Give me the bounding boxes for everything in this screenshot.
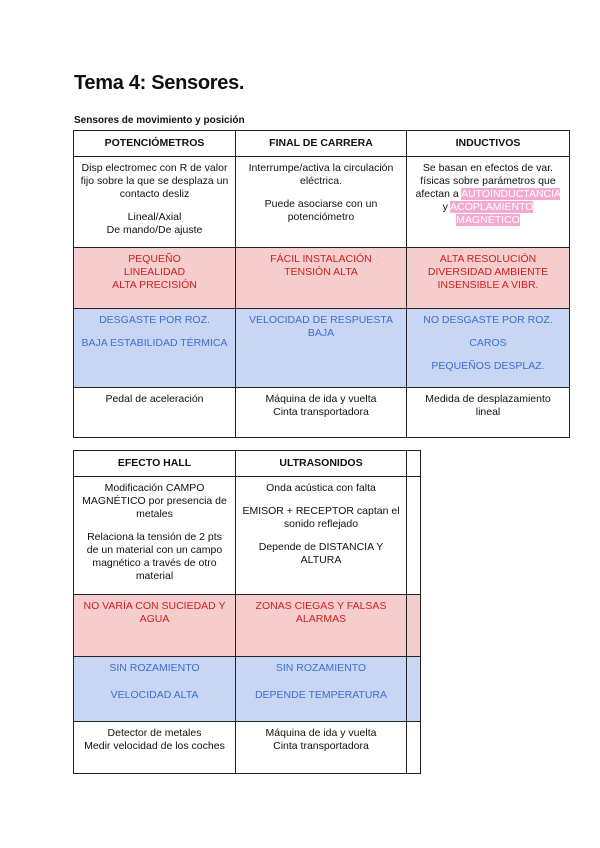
- cons-row: [74, 657, 421, 722]
- uses-efecto-hall: Detector de metales Medir velocidad de los coches: [74, 722, 236, 774]
- desc-text: EMISOR + RECEPTOR captan el sonido reflejado: [242, 505, 400, 530]
- cons-potenciometros: [74, 309, 236, 388]
- cons-text: DESGASTE POR ROZ.: [99, 314, 210, 326]
- header-inductivos: INDUCTIVOS: [407, 131, 570, 157]
- header-empty: [407, 451, 421, 477]
- cons-text: DEPENDE TEMPERATURA: [254, 689, 388, 701]
- header-potenciometros: POTENCIÓMETROS: [74, 131, 236, 157]
- section-subtitle: Sensores de movimiento y posición: [74, 115, 245, 126]
- pros-efecto-hall: NO VARÍA CON SUCIEDAD Y AGUA: [74, 595, 236, 657]
- pros-final-carrera: FÁCIL INSTALACIÓN TENSIÓN ALTA: [236, 248, 407, 309]
- uses-potenciometros: Pedal de aceleración: [74, 388, 236, 438]
- sensors-table-2: [73, 450, 421, 774]
- description-row: [74, 157, 570, 248]
- empty-cell: [407, 657, 421, 722]
- header-ultrasonidos: ULTRASONIDOS: [236, 451, 407, 477]
- desc-inductivos: [407, 157, 570, 248]
- cons-inductivos: [407, 309, 570, 388]
- desc-text: Se basan en efectos de var. físicas sobre parámetros que afectan a: [415, 162, 556, 200]
- cons-text: SIN ROZAMIENTO: [109, 662, 200, 674]
- pros-row: [74, 595, 421, 657]
- cons-row: [74, 309, 570, 388]
- desc-text: Onda acústica con falta: [266, 482, 376, 494]
- header-efecto-hall: EFECTO HALL: [74, 451, 236, 477]
- cons-text: PEQUEÑOS DESPLAZ.: [431, 360, 545, 372]
- pros-potenciometros: PEQUEÑO LINEALIDAD ALTA PRECISIÓN: [74, 248, 236, 309]
- cons-text: VELOCIDAD DE RESPUESTA BAJA: [249, 314, 393, 339]
- desc-text: Lineal/Axial De mando/De ajuste: [106, 211, 203, 236]
- desc-text: Interrumpe/activa la circulación eléctrica.: [248, 162, 394, 187]
- cons-text: SIN ROZAMIENTO: [275, 662, 367, 674]
- header-final-carrera: FINAL DE CARRERA: [236, 131, 407, 157]
- desc-text: Modificación CAMPO MAGNÉTICO por presencia de metales: [82, 482, 227, 520]
- desc-potenciometros: [74, 157, 236, 248]
- pros-ultrasonidos: ZONAS CIEGAS Y FALSAS ALARMAS: [236, 595, 407, 657]
- desc-text: Disp electromec con R de valor fijo sobre la que se desplaza un contacto desliz: [80, 162, 229, 200]
- desc-final-carrera: [236, 157, 407, 248]
- uses-row: [74, 722, 421, 774]
- desc-text: Puede asociarse con un potenciómetro: [264, 198, 378, 223]
- pros-inductivos: ALTA RESOLUCIÓN DIVERSIDAD AMBIENTE INSENSIBLE A VIBR.: [407, 248, 570, 309]
- uses-row: [74, 388, 570, 438]
- cons-efecto-hall: [74, 657, 236, 722]
- pros-row: [74, 248, 570, 309]
- cons-text: NO DESGASTE POR ROZ.: [423, 314, 553, 326]
- empty-cell: [407, 722, 421, 774]
- cons-text: BAJA ESTABILIDAD TÉRMICA: [81, 337, 228, 349]
- sensors-table-1: [73, 130, 570, 438]
- cons-text: CAROS: [469, 337, 507, 349]
- desc-connector: y: [442, 201, 451, 213]
- highlight-autoinductancia: AUTOINDUCTANCIA: [461, 188, 561, 200]
- table-header-row: [74, 131, 570, 157]
- uses-inductivos: Medida de desplazamiento lineal: [407, 388, 570, 438]
- highlight-acoplamiento: ACOPLAMIENTO MAGNÉTICO: [450, 201, 534, 226]
- empty-cell: [407, 477, 421, 595]
- cons-text: VELOCIDAD ALTA: [110, 689, 199, 701]
- uses-final-carrera: Máquina de ida y vuelta Cinta transportadora: [236, 388, 407, 438]
- cons-final-carrera: [236, 309, 407, 388]
- desc-ultrasonidos: [236, 477, 407, 595]
- table-header-row: [74, 451, 421, 477]
- desc-efecto-hall: [74, 477, 236, 595]
- page-title: Tema 4: Sensores.: [74, 72, 245, 94]
- desc-text: Relaciona la tensión de 2 pts de un material con un campo magnético a través de otro material: [86, 531, 223, 582]
- description-row: [74, 477, 421, 595]
- cons-ultrasonidos: [236, 657, 407, 722]
- desc-text: Depende de DISTANCIA Y ALTURA: [258, 541, 384, 566]
- empty-cell: [407, 595, 421, 657]
- uses-ultrasonidos: Máquina de ida y vuelta Cinta transportadora: [236, 722, 407, 774]
